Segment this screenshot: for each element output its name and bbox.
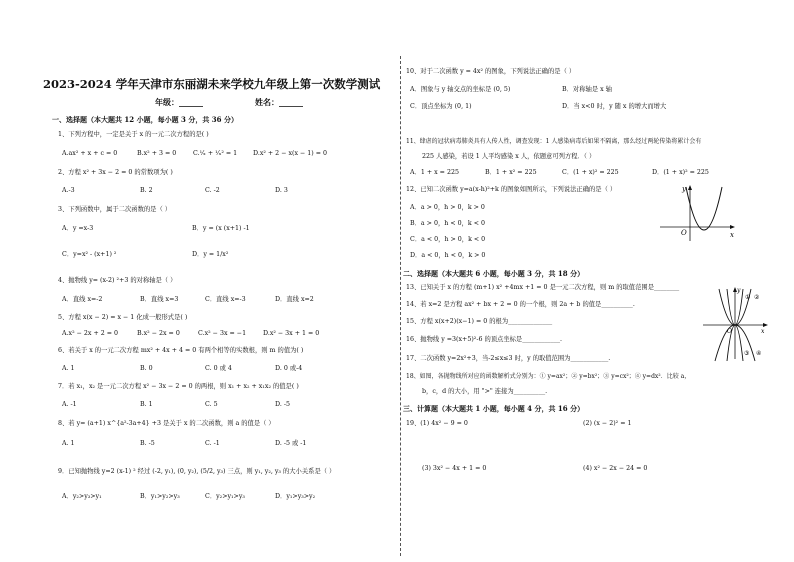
q3-opt-a: A．y =x-3 (62, 225, 94, 232)
q12-graph (660, 183, 740, 243)
q1-opt-c: C.¹⁄ₓ + ¹⁄ₓ² = 1 (193, 150, 238, 157)
q8-opt-a: A. 1 (62, 440, 75, 447)
q1-opt-d: D.x² + 2 − x(x − 1) = 0 (253, 150, 328, 157)
q11-line1: 11、肆虐的冠状病毒肺炎具有人传人性，调查发现：1 人感染病毒后如果不隔离，那么经过两轮传染将累计会有 (406, 138, 702, 145)
q18-graph (703, 285, 769, 361)
name-field[interactable]: 姓名：______ (255, 97, 303, 107)
q5-opt-d: D.x² − 3x + 1 = 0 (263, 330, 320, 337)
exam-title: 2023-2024 学年天津市东丽湖未来学校九年级上第一次数学测试 (43, 77, 381, 91)
q9-stem: 9．已知抛物线 y=2 (x-1) ² 经过 (-2, y₁), (0, y₂), (5/2, y₃) 三点，则 y₁, y₂, y₃ 的大小关系是（ ） (58, 468, 336, 475)
q18-label-1: ① (745, 294, 751, 301)
q5-opt-a: A.x² − 2x + 2 = 0 (62, 330, 119, 337)
q9-opt-c: C．y₂>y₁>y₃ (205, 493, 245, 500)
q12-opt-a: A．a > 0，h > 0，k > 0 (410, 204, 485, 211)
q1-opt-a: A.ax² + x + c = 0 (62, 150, 118, 157)
q9-opt-a: A．y₂>y₃>y₁ (62, 493, 102, 500)
q10-opt-c: C．顶点坐标为 (0, 1) (410, 103, 472, 110)
q18-x-arrow (763, 323, 768, 327)
q4-stem: 4、抛物线 y= (x-2) ²+3 的对称轴是（ ） (58, 277, 177, 284)
section1-heading: 一、选择题（本大题共 12 小题，每小题 3 分，共 36 分） (52, 115, 238, 124)
q2-stem: 2、方程 x² + 3x − 2 = 0 的常数项为( ) (58, 169, 173, 176)
q13-text: 13、已知关于 x 的方程 (m+1) x² +4mx +1 = 0 是一元二次方程，则 m 的取值范围是________ (406, 284, 680, 291)
q7-stem: 7．若 x₁，x₂ 是一元二次方程 x² − 3x − 2 = 0 的两根，则 x₁ + x₂ + x₁x₂ 的值是( ) (58, 383, 299, 390)
q11-opt-c: C．(1 + x)² = 225 (562, 169, 619, 176)
q12-opt-b: B．a > 0，h < 0，k < 0 (410, 220, 485, 227)
q19-part2: (2) (x − 2)² = 1 (583, 420, 632, 427)
q18-label-3: ③ (744, 350, 750, 357)
fold-line (400, 56, 401, 556)
q11-line2: 225 人感染，若设 1 人平均感染 x 人，依题意可列方程．（ ） (422, 153, 596, 160)
q11-opt-b: B．1 + x² = 225 (485, 169, 537, 176)
q12-stem: 12、已知二次函数 y=a(x-h)²+k 的图象如图所示，下列说法正确的是（ ） (406, 186, 617, 193)
q12-parabola (686, 187, 722, 230)
q7-opt-a: A. -1 (62, 401, 77, 408)
q18-origin-label: O (727, 328, 732, 335)
q5-opt-b: B.x² − 2x = 0 (137, 330, 180, 337)
q2-opt-a: A.-3 (62, 187, 75, 194)
q10-opt-b: B．对称轴是 x 轴 (562, 86, 612, 93)
q6-opt-d: D. 0 或-4 (275, 365, 303, 372)
q5-stem: 5、方程 x(x − 2) = x − 1 化成一般形式是( ) (58, 314, 188, 321)
q6-stem: 6、若关于 x 的一元二次方程 mx² + 4x + 4 = 0 有两个相等的实数根，则 m 的值为( ) (58, 347, 304, 354)
q2-opt-d: D. 3 (275, 187, 288, 194)
q19-part4: (4) x² − 2x − 24 = 0 (583, 465, 648, 472)
q3-opt-d: D．y = 1/x² (192, 251, 229, 258)
q14-text: 14、若 x=2 是方程 ax² + bx + 2 = 0 的一个根，则 2a + b 的值是__________. (406, 301, 635, 308)
q6-opt-b: B. 0 (140, 365, 153, 372)
q2-opt-c: C. -2 (205, 187, 220, 194)
q7-opt-d: D. -5 (275, 401, 290, 408)
section2-heading: 二、选择题（本大题共 6 小题，每小题 3 分，共 18 分） (403, 269, 585, 278)
q4-opt-a: A．直线 x=-2 (62, 296, 103, 303)
q18-line2: b，c，d 的大小，用 ">" 连接为__________. (422, 388, 548, 395)
q17-text: 17、二次函数 y=2x²+3，当-2≤x≤3 时，y 的取值范围为____________. (406, 355, 611, 362)
q9-opt-b: B．y₁>y₂>y₃ (140, 493, 180, 500)
q6-opt-a: A. 1 (62, 365, 75, 372)
q3-stem: 3、下列函数中，属于二次函数的是（ ） (58, 206, 172, 213)
q8-stem: 8、若 y= (a+1) x^{a²-3a+4} +3 是关于 x 的二次函数，则 a 的值是（ ） (58, 420, 275, 427)
q12-x-arrow (730, 225, 735, 229)
q3-opt-c: C．y=x² - (x+1) ² (62, 251, 117, 258)
q9-opt-d: D．y₁>y₃>y₂ (275, 493, 316, 500)
q4-opt-d: D．直线 x=2 (275, 296, 314, 303)
q12-y-label: y (682, 185, 686, 193)
q8-opt-b: B. -5 (140, 440, 155, 447)
q18-label-2: ② (754, 294, 760, 301)
q8-opt-d: D. -5 或 -1 (275, 440, 307, 447)
grade-field[interactable]: 年级：______ (155, 97, 203, 107)
q2-opt-b: B. 2 (140, 187, 153, 194)
q15-text: 15、方程 x(x+2)(x−1) = 0 的根为______________ (406, 318, 553, 325)
q11-opt-d: D．(1 + x)² = 225 (652, 169, 709, 176)
q5-opt-c: C.x² − 3x = −1 (198, 330, 247, 337)
q18-line1: 18、如图，各抛物线所对应的函数解析式分别为：① y=ax²；② y=bx²；③ y=cx²；④ y=dx²．比较 a， (406, 373, 691, 380)
q8-opt-c: C. -1 (205, 440, 220, 447)
q12-origin-label: O (681, 229, 687, 237)
q12-y-arrow (688, 185, 692, 190)
q3-opt-b: B．y = (x (x+1) -1 (192, 225, 250, 232)
q10-opt-d: D．当 x<0 时，y 随 x 的增大而增大 (562, 103, 667, 110)
q12-opt-c: C．a < 0，h > 0，k < 0 (410, 236, 486, 243)
q12-x-label: x (730, 231, 734, 239)
q10-opt-a: A．图象与 y 轴交点的坐标是 (0, 5) (410, 86, 511, 93)
q18-label-4: ④ (756, 350, 762, 357)
q1-stem: 1、下列方程中，一定是关于 x 的一元二次方程的是( ) (58, 131, 209, 138)
section3-heading: 三、计算题（本大题共 1 小题，每小题 4 分，共 16 分） (403, 404, 585, 413)
q4-opt-b: B．直线 x=3 (140, 296, 179, 303)
q4-opt-c: C．直线 x=-3 (205, 296, 246, 303)
q10-stem: 10、对于二次函数 y = 4x² 的图象，下列说法正确的是（ ） (406, 68, 576, 75)
q6-opt-c: C. 0 或 4 (205, 365, 232, 372)
q19-part1: 19、(1) 4x² − 9 = 0 (406, 420, 468, 427)
q18-y-label: y (737, 287, 741, 294)
q12-opt-d: D．a < 0，h < 0，k > 0 (410, 252, 486, 259)
q7-opt-c: C. 5 (205, 401, 218, 408)
q7-opt-b: B. 1 (140, 401, 153, 408)
q16-text: 16、抛物线 y =3(x+5)²-6 的顶点坐标是____________. (406, 336, 563, 343)
q11-opt-a: A．1 + x = 225 (410, 169, 459, 176)
q1-opt-b: B.x² + 3 = 0 (137, 150, 177, 157)
q18-x-label: x (761, 328, 765, 335)
q19-part3: (3) 3x² − 4x + 1 = 0 (422, 465, 487, 472)
